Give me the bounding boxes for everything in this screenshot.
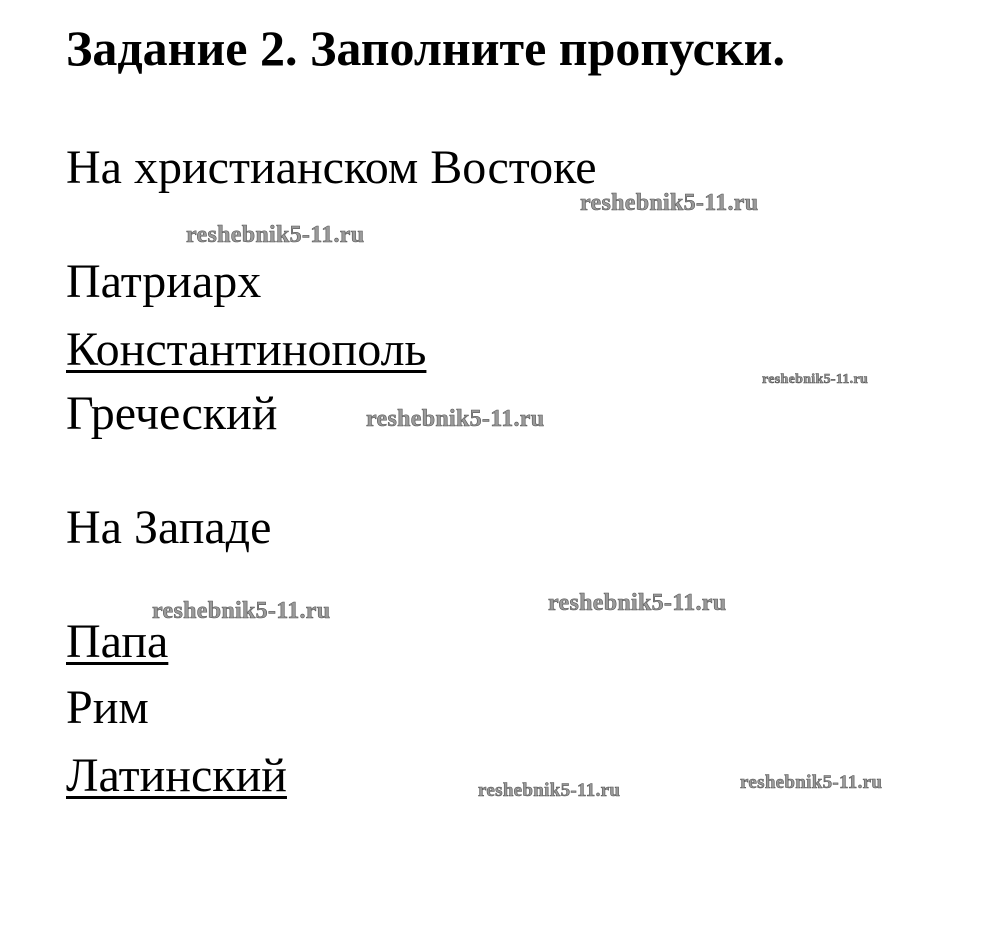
watermark: reshebnik5-11.ru <box>366 406 545 432</box>
task-title: Задание 2. Заполните пропуски. <box>66 20 785 76</box>
watermark: reshebnik5-11.ru <box>580 190 759 216</box>
watermark: reshebnik5-11.ru <box>186 222 365 248</box>
answer-west-language: Латинский <box>66 749 287 802</box>
watermark: reshebnik5-11.ru <box>152 598 331 624</box>
watermark: reshebnik5-11.ru <box>478 780 621 801</box>
watermark: reshebnik5-11.ru <box>762 372 869 387</box>
watermark: reshebnik5-11.ru <box>548 590 727 616</box>
section-heading-east: На христианском Востоке <box>66 141 597 194</box>
answer-west-city: Рим <box>66 681 149 734</box>
section-heading-west: На Западе <box>66 501 272 554</box>
answer-east-language: Греческий <box>66 387 278 440</box>
answer-east-leader: Патриарх <box>66 255 262 308</box>
watermark: reshebnik5-11.ru <box>740 772 883 793</box>
answer-west-leader: Папа <box>66 615 169 668</box>
answer-east-city: Константинополь <box>66 323 427 376</box>
